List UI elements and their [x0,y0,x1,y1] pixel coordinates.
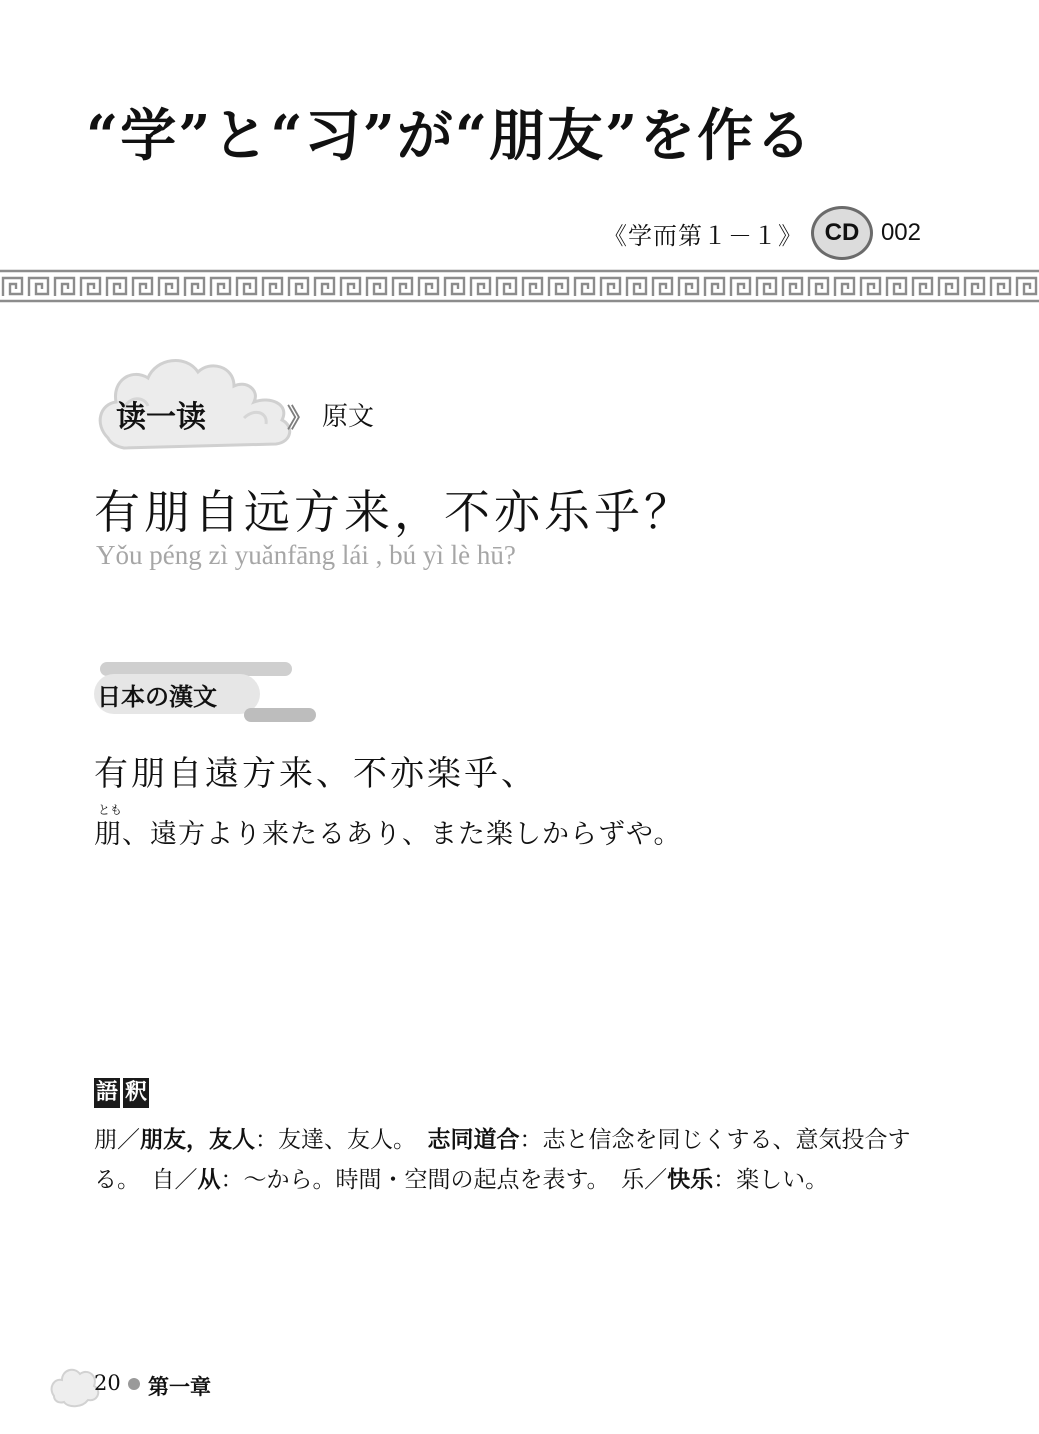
gloss-term: 朋 [94,1127,117,1153]
gloss-separator: ／ [117,1127,140,1153]
glossary-body [94,1120,924,1200]
gloss-definition: 楽しい。 [736,1167,829,1193]
source-line [603,206,921,260]
greek-key-border [0,268,1039,304]
furigana: とも [98,803,123,817]
gloss-colon: ： [713,1167,737,1193]
pinyin-line: Yǒu péng zì yuǎnfāng lái , bú yì lè hū? [96,540,516,570]
cd-badge: CD [811,206,873,260]
gloss-colon: ： [220,1167,244,1193]
original-chinese-text: 有朋自远方来，不亦乐乎？ [94,485,694,539]
gloss-definition: 友達、友人。 [278,1127,405,1153]
gloss-keyword: 快乐 [667,1166,714,1193]
gloss-keyword: 朋友，友人 [140,1126,255,1153]
gloss-definition: 志と信念を同じくする、意気投合する。 [94,1127,911,1193]
cd-track-number: 002 [880,219,921,246]
gloss-keyword: 从 [197,1166,221,1193]
gloss-term: 自 [151,1167,175,1193]
gloss-colon: ： [519,1127,543,1153]
gloss-term: 乐 [621,1167,645,1193]
glossary-heading [94,1078,149,1108]
section-read-sublabel: 原文 [322,402,375,432]
glossary-heading-char: 語 [94,1078,120,1108]
section-kanbun-label: 日本の漢文 [97,683,217,711]
source-reference: 《学而第１－１》 [602,221,803,250]
section-read-label: 读一读 [116,400,206,435]
gloss-separator: ／ [644,1167,668,1193]
footer-dot-icon [128,1378,140,1390]
kanbun-text: 有朋自遠方来、不亦楽乎、 [94,754,538,794]
gloss-keyword: 志同道合 [427,1126,520,1153]
yomikudashi-text: 朋、遠方より来たるあり、また楽しからずや。 [94,819,682,850]
gloss-definition: ～から。時間・空間の起点を表す。 [243,1167,599,1193]
gloss-colon: ： [255,1127,278,1153]
gloss-separator: ／ [174,1167,198,1193]
chapter-label: 第一章 [148,1375,211,1399]
chevron-right-icon: 》 [287,404,308,434]
page-number: 20 [94,1371,121,1395]
page-title: “学”と“习”が“朋友”を作る [86,103,814,169]
glossary-heading-char: 釈 [123,1078,149,1108]
